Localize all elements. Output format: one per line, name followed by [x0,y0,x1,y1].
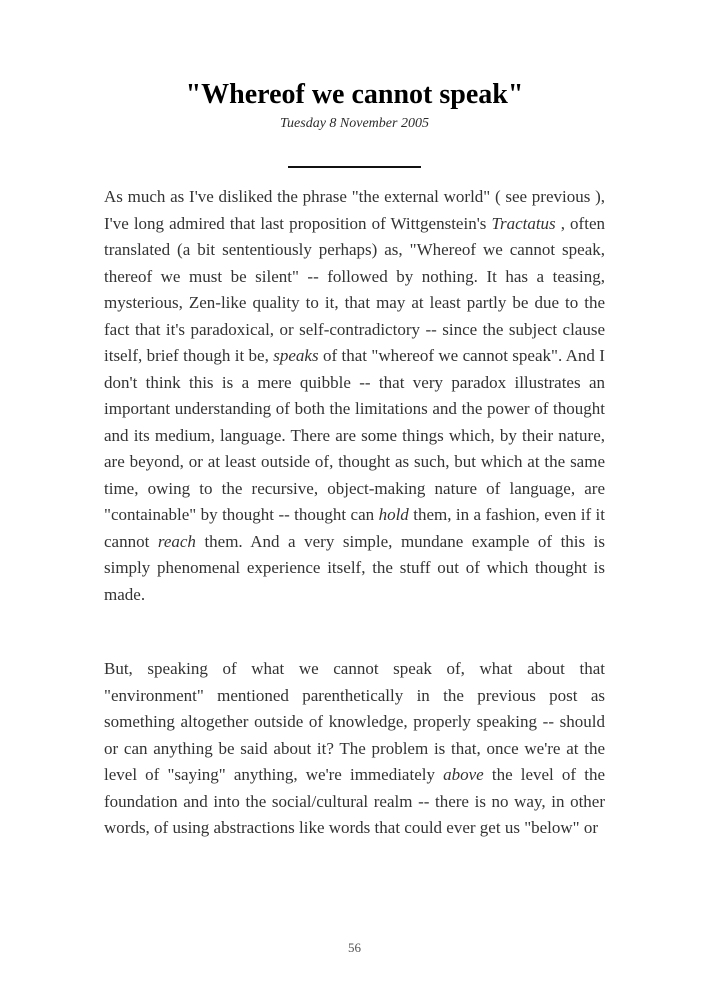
paragraph [104,656,605,842]
text-segment: , often translated (a bit sententiously perhaps) as, "Whereof we cannot speak, thereof we must be silent" -- followed by nothing. It has a teasing, mysterious, Zen-like quality to it, that may at least partly be due to the fact that it's paradoxical, or self-contradictory -- since the subject clause itself, brief though it be, [104,213,605,365]
paragraph [104,184,605,608]
page-number: 56 [348,940,361,955]
post-title: "Whereof we cannot speak" [185,79,524,110]
text-segment: the level of the foundation and into the social/cultural realm -- there is no way, in other words, of using abstractions like words that could ever get us "below" or [104,765,605,837]
italic-text-segment: speaks [273,346,319,365]
text-segment: As much as I've disliked the phrase "the external world" ( see previous ), I've long admired that last proposition of Wittgenstein's [104,187,605,233]
text-segment: them. And a very simple, mundane example of this is simply phenomenal experience itself, the stuff out of which thought is made. [104,531,605,604]
text-segment: of that "whereof we cannot speak". And I don't think this is a mere quibble -- that very paradox illustrates an important understanding of both the limitations and the power of thought and its medium, language. There are some things which, by their nature, are beyond, or at least outside of, thought as such, but which at the same time, owing to the recursive, object-making nature of language, are "containable" by thought -- thought can [104,346,605,524]
post-date: Tuesday 8 November 2005 [280,116,429,131]
text-segment: But, speaking of what we cannot speak of, what about that "environment" mentioned parenthetically in the previous post as something altogether outside of knowledge, properly speaking -- should or can anything be said about it? The problem is that, once we're at the level of "saying" anything, we're immediately [104,659,605,784]
italic-text-segment: above [443,765,484,784]
italic-text-segment: reach [157,531,196,551]
text-segment: them, in a fashion, even if it cannot [104,505,605,551]
italic-text-segment: hold [378,505,409,524]
horizontal-rule [288,166,421,168]
page-content [104,0,605,842]
italic-text-segment: Tractatus [491,213,556,233]
post-body [104,184,605,842]
